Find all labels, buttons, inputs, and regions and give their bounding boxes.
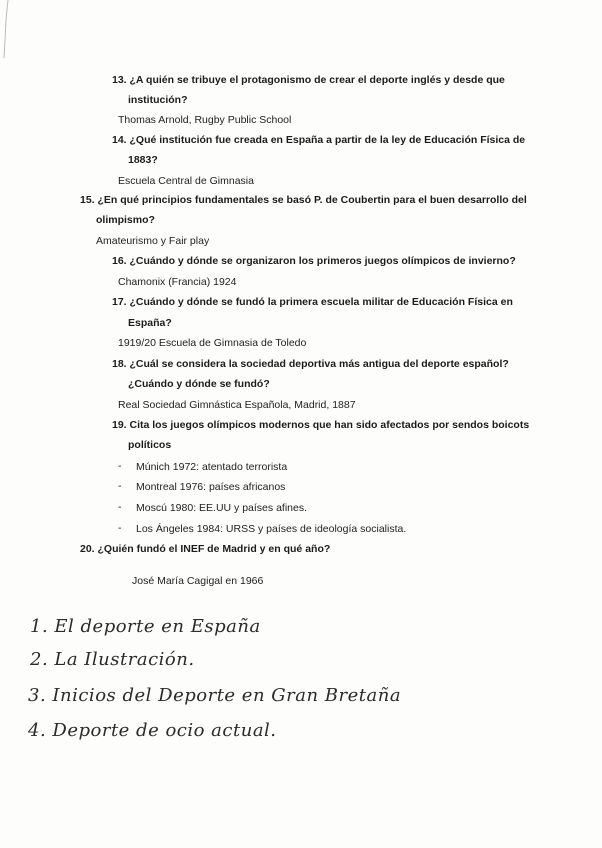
handwritten-note: 2. La Ilustración. [30, 649, 195, 670]
answer-15: Amateurismo y Fair play [96, 235, 210, 247]
answer-20: José María Cagigal en 1966 [132, 575, 264, 587]
question-18-line1: 18. ¿Cuál se considera la sociedad deportiva más antigua del deporte español? [112, 358, 509, 370]
bullet-dash: - [118, 522, 122, 534]
question-13-line2: institución? [128, 94, 188, 106]
handwritten-note: 1. El deporte en España [30, 616, 261, 637]
boycott-item: Montreal 1976: países africanos [136, 481, 286, 493]
question-17-line1: 17. ¿Cuándo y dónde se fundó la primera escuela militar de Educación Física en [112, 296, 513, 308]
question-14-line1: 14. ¿Qué institución fue creada en España a partir de la ley de Educación Física de [112, 134, 526, 146]
answer-13: Thomas Arnold, Rugby Public School [118, 114, 292, 126]
boycott-item: Los Ángeles 1984: URSS y países de ideología socialista. [136, 523, 407, 535]
question-19-line1: 19. Cita los juegos olímpicos modernos que han sido afectados por sendos boicots [112, 419, 530, 431]
answer-14: Escuela Central de Gimnasia [118, 175, 254, 187]
page-edge-mark [2, 0, 12, 60]
bullet-dash: - [118, 501, 122, 513]
answer-18: Real Sociedad Gimnástica Española, Madrid, 1887 [118, 399, 356, 411]
question-17-line2: España? [128, 317, 172, 329]
question-16-line1: 16. ¿Cuándo y dónde se organizaron los primeros juegos olímpicos de invierno? [112, 255, 516, 267]
question-13-line1: 13. ¿A quién se tribuye el protagonismo de crear el deporte inglés y desde que [112, 74, 505, 86]
question-18-line2: ¿Cuándo y dónde se fundó? [128, 378, 270, 390]
bullet-dash: - [118, 480, 122, 492]
question-20-line1: 20. ¿Quién fundó el INEF de Madrid y en qué año? [80, 543, 331, 555]
boycott-item: Moscú 1980: EE.UU y países afines. [136, 502, 307, 514]
question-14-line2: 1883? [128, 154, 158, 166]
handwritten-note: 3. Inicios del Deporte en Gran Bretaña [28, 685, 402, 706]
handwritten-note: 4. Deporte de ocio actual. [28, 720, 277, 741]
question-19-line2: políticos [128, 439, 172, 451]
answer-16: Chamonix (Francia) 1924 [118, 276, 237, 288]
question-15-line2: olimpismo? [96, 214, 155, 226]
bullet-dash: - [118, 460, 122, 472]
question-15-line1: 15. ¿En qué principios fundamentales se basó P. de Coubertin para el buen desarrollo del [80, 194, 527, 206]
answer-17: 1919/20 Escuela de Gimnasia de Toledo [118, 337, 307, 349]
boycott-item: Múnich 1972: atentado terrorista [136, 461, 288, 473]
